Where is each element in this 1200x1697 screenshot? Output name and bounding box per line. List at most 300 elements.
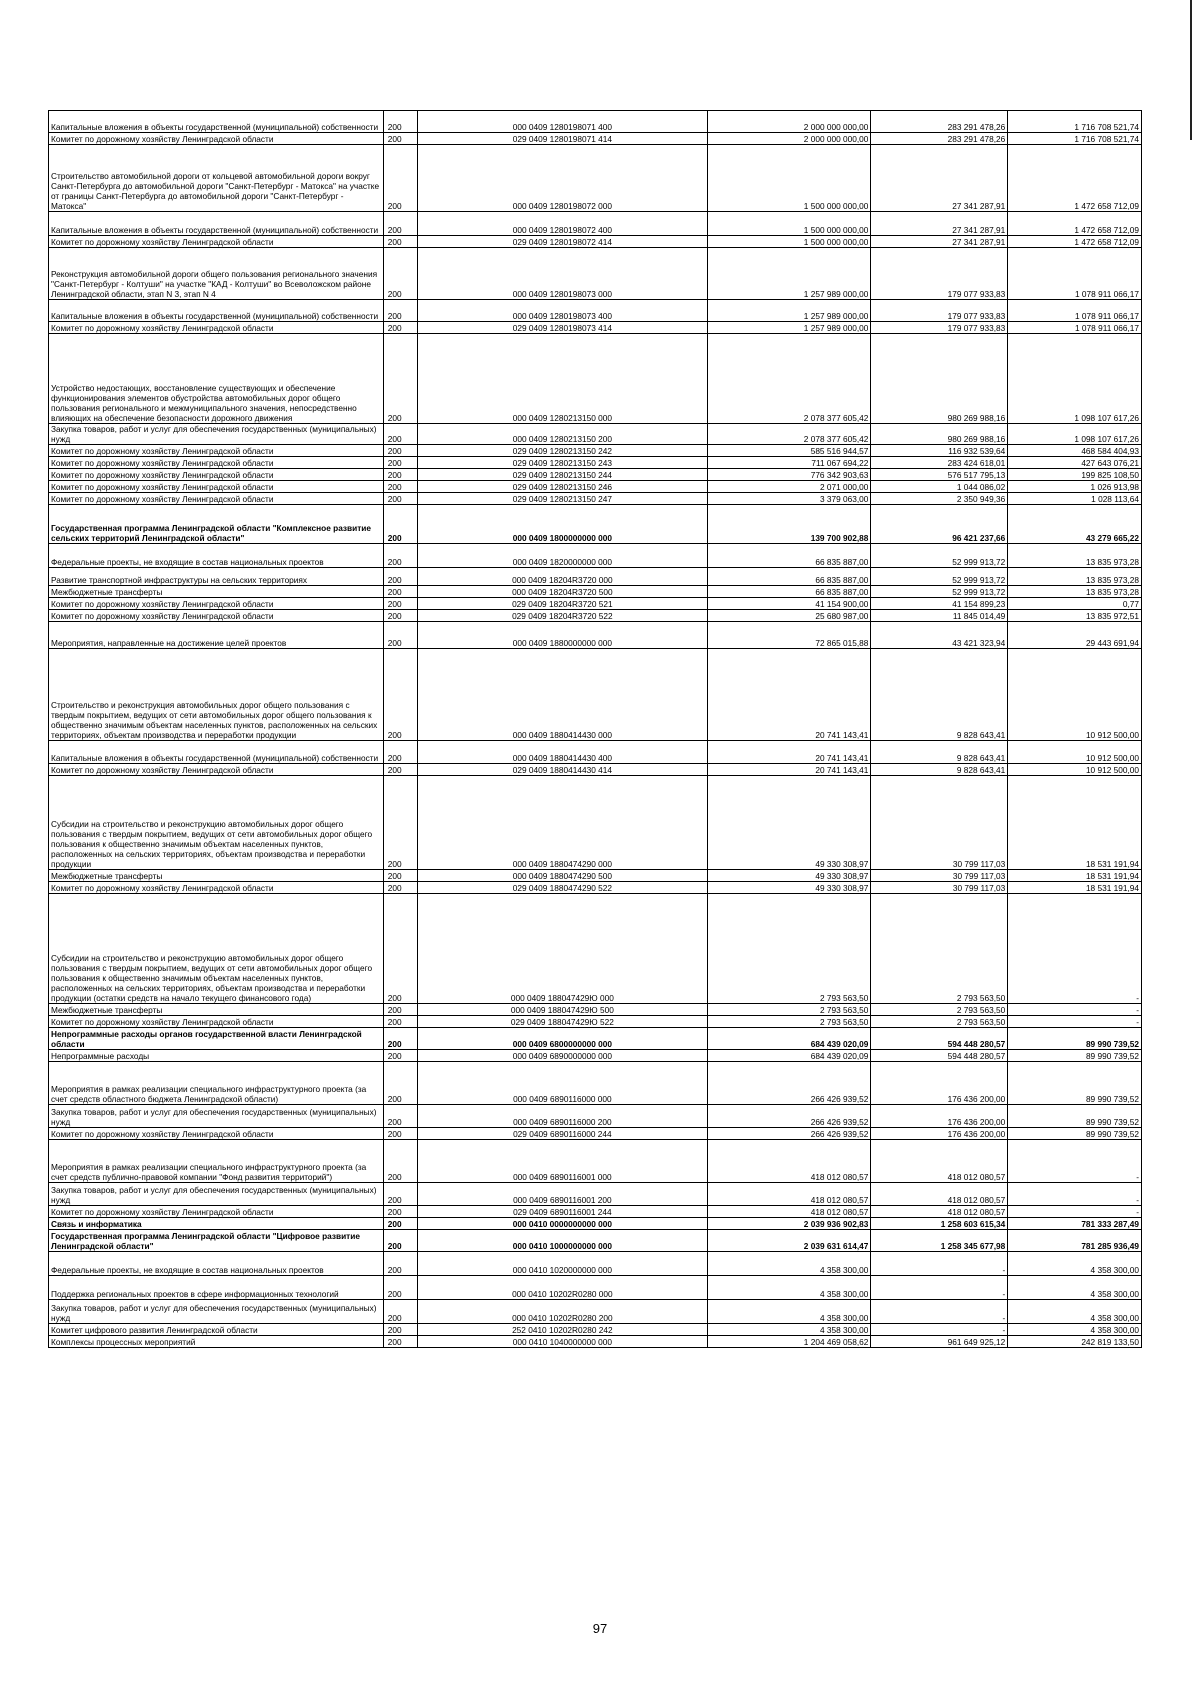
row-unexecuted-amount-cell: 13 835 973,28	[1008, 544, 1142, 568]
row-executed-amount-cell: 576 517 795,13	[871, 469, 1008, 481]
row-unexecuted-amount-cell: -	[1008, 1016, 1142, 1028]
row-name-cell: Комитет по дорожному хозяйству Ленинградской области	[49, 1206, 384, 1218]
row-unexecuted-amount-cell: 18 531 191,94	[1008, 776, 1142, 870]
table-row	[49, 544, 1142, 568]
row-line-code-cell: 200	[383, 145, 417, 212]
row-line-code-cell: 200	[383, 133, 417, 145]
row-unexecuted-amount-cell: 4 358 300,00	[1008, 1276, 1142, 1300]
budget-execution-table	[48, 110, 1142, 1348]
page-edge-rule	[1190, 0, 1192, 140]
row-line-code-cell: 200	[383, 1016, 417, 1028]
row-line-code-cell: 200	[383, 1028, 417, 1050]
row-unexecuted-amount-cell: 18 531 191,94	[1008, 882, 1142, 894]
row-name-cell: Комитет по дорожному хозяйству Ленинградской области	[49, 610, 384, 622]
row-executed-amount-cell: 9 828 643,41	[871, 764, 1008, 776]
row-classification-code-cell: 000 0410 1040000000 000	[417, 1336, 707, 1348]
row-name-cell: Межбюджетные трансферты	[49, 870, 384, 882]
row-classification-code-cell: 029 0409 1880414430 414	[417, 764, 707, 776]
row-classification-code-cell: 029 0409 1880474290 522	[417, 882, 707, 894]
row-name-cell: Государственная программа Ленинградской области "Комплексное развитие сельских территорий Ленинградской области"	[49, 505, 384, 544]
row-name-cell: Мероприятия в рамках реализации специального инфраструктурного проекта (за счет средств областного бюджета Ленинградской области)	[49, 1062, 384, 1105]
row-line-code-cell: 200	[383, 236, 417, 248]
row-approved-amount-cell: 25 680 987,00	[707, 610, 871, 622]
row-name-cell: Устройство недостающих, восстановление существующих и обеспечение функционирования элементов обустройства автомобильных дорог общего пользования регионального и межмуниципального значения, непосредственно влияющих на обеспечение безопасности дорожного движения	[49, 334, 384, 424]
row-unexecuted-amount-cell: 1 098 107 617,26	[1008, 424, 1142, 445]
row-line-code-cell: 200	[383, 1004, 417, 1016]
row-classification-code-cell: 000 0410 1020000000 000	[417, 1252, 707, 1276]
row-classification-code-cell: 029 0409 1280198072 414	[417, 236, 707, 248]
row-line-code-cell: 200	[383, 649, 417, 741]
row-line-code-cell: 200	[383, 1324, 417, 1336]
row-classification-code-cell: 000 0409 1880474290 500	[417, 870, 707, 882]
row-line-code-cell: 200	[383, 1336, 417, 1348]
row-approved-amount-cell: 266 426 939,52	[707, 1105, 871, 1128]
row-classification-code-cell: 000 0409 1280198072 000	[417, 145, 707, 212]
row-line-code-cell: 200	[383, 457, 417, 469]
row-approved-amount-cell: 1 257 989 000,00	[707, 322, 871, 334]
row-line-code-cell: 200	[383, 1062, 417, 1105]
row-executed-amount-cell: -	[871, 1276, 1008, 1300]
row-classification-code-cell: 000 0409 1280198073 000	[417, 248, 707, 300]
table-row	[49, 894, 1142, 1004]
row-name-cell: Комитет по дорожному хозяйству Ленинградской области	[49, 236, 384, 248]
row-executed-amount-cell: 30 799 117,03	[871, 882, 1008, 894]
row-classification-code-cell: 000 0409 1880414430 400	[417, 741, 707, 764]
row-executed-amount-cell: 116 932 539,64	[871, 445, 1008, 457]
row-executed-amount-cell: 418 012 080,57	[871, 1183, 1008, 1206]
row-approved-amount-cell: 418 012 080,57	[707, 1183, 871, 1206]
row-approved-amount-cell: 711 067 694,22	[707, 457, 871, 469]
row-line-code-cell: 200	[383, 870, 417, 882]
row-approved-amount-cell: 418 012 080,57	[707, 1140, 871, 1183]
row-line-code-cell: 200	[383, 544, 417, 568]
row-executed-amount-cell: 283 424 618,01	[871, 457, 1008, 469]
row-unexecuted-amount-cell: 1 078 911 066,17	[1008, 248, 1142, 300]
row-approved-amount-cell: 2 000 000 000,00	[707, 111, 871, 133]
row-name-cell: Непрограммные расходы	[49, 1050, 384, 1062]
row-classification-code-cell: 000 0410 0000000000 000	[417, 1218, 707, 1230]
row-approved-amount-cell: 4 358 300,00	[707, 1324, 871, 1336]
row-name-cell: Комитет по дорожному хозяйству Ленинградской области	[49, 481, 384, 493]
row-name-cell: Капитальные вложения в объекты государственной (муниципальной) собственности	[49, 741, 384, 764]
table-row	[49, 1140, 1142, 1183]
row-executed-amount-cell: 41 154 899,23	[871, 598, 1008, 610]
row-classification-code-cell: 000 0409 6890116000 000	[417, 1062, 707, 1105]
table-row	[49, 649, 1142, 741]
row-line-code-cell: 200	[383, 322, 417, 334]
row-unexecuted-amount-cell: 10 912 500,00	[1008, 649, 1142, 741]
row-line-code-cell: 200	[383, 1206, 417, 1218]
row-executed-amount-cell: 1 044 086,02	[871, 481, 1008, 493]
row-line-code-cell: 200	[383, 610, 417, 622]
row-approved-amount-cell: 49 330 308,97	[707, 882, 871, 894]
row-executed-amount-cell: 52 999 913,72	[871, 544, 1008, 568]
row-approved-amount-cell: 684 439 020,09	[707, 1050, 871, 1062]
row-name-cell: Комитет по дорожному хозяйству Ленинградской области	[49, 322, 384, 334]
row-line-code-cell: 200	[383, 568, 417, 586]
row-approved-amount-cell: 266 426 939,52	[707, 1128, 871, 1140]
table-row	[49, 145, 1142, 212]
row-executed-amount-cell: 27 341 287,91	[871, 236, 1008, 248]
table-row	[49, 1128, 1142, 1140]
row-classification-code-cell: 029 0409 1280198071 414	[417, 133, 707, 145]
row-executed-amount-cell: -	[871, 1300, 1008, 1324]
row-classification-code-cell: 000 0409 188047429Ю 500	[417, 1004, 707, 1016]
row-unexecuted-amount-cell: 4 358 300,00	[1008, 1324, 1142, 1336]
row-approved-amount-cell: 1 500 000 000,00	[707, 236, 871, 248]
row-classification-code-cell: 029 0409 1280213150 242	[417, 445, 707, 457]
row-unexecuted-amount-cell: -	[1008, 1183, 1142, 1206]
row-approved-amount-cell: 41 154 900,00	[707, 598, 871, 610]
row-unexecuted-amount-cell: 1 472 658 712,09	[1008, 236, 1142, 248]
row-line-code-cell: 200	[383, 334, 417, 424]
row-line-code-cell: 200	[383, 493, 417, 505]
table-row	[49, 505, 1142, 544]
row-name-cell: Комитет по дорожному хозяйству Ленинградской области	[49, 1128, 384, 1140]
page-number: 97	[592, 1621, 608, 1636]
row-unexecuted-amount-cell: 781 285 936,49	[1008, 1230, 1142, 1252]
row-approved-amount-cell: 776 342 903,63	[707, 469, 871, 481]
table-row	[49, 764, 1142, 776]
row-unexecuted-amount-cell: 1 078 911 066,17	[1008, 322, 1142, 334]
row-executed-amount-cell: 27 341 287,91	[871, 212, 1008, 236]
row-line-code-cell: 200	[383, 1050, 417, 1062]
row-executed-amount-cell: 2 793 563,50	[871, 894, 1008, 1004]
row-approved-amount-cell: 72 865 015,88	[707, 622, 871, 649]
row-unexecuted-amount-cell: 1 026 913,98	[1008, 481, 1142, 493]
row-approved-amount-cell: 1 257 989 000,00	[707, 300, 871, 322]
row-name-cell: Мероприятия, направленные на достижение целей проектов	[49, 622, 384, 649]
table-row	[49, 586, 1142, 598]
row-classification-code-cell: 000 0409 1280198073 400	[417, 300, 707, 322]
row-approved-amount-cell: 2 078 377 605,42	[707, 424, 871, 445]
row-name-cell: Субсидии на строительство и реконструкцию автомобильных дорог общего пользования с твердым покрытием, ведущих от сети автомобильных дорог общего пользования к общественно значимым объектам населенных пунктов, расположенных на сельских территориях, объектам производства и переработки продукции (остатки средств на начало текущего финансового года)	[49, 894, 384, 1004]
row-name-cell: Капитальные вложения в объекты государственной (муниципальной) собственности	[49, 212, 384, 236]
table-row	[49, 882, 1142, 894]
row-executed-amount-cell: 1 258 603 615,34	[871, 1218, 1008, 1230]
row-approved-amount-cell: 4 358 300,00	[707, 1252, 871, 1276]
row-classification-code-cell: 000 0409 1880414430 000	[417, 649, 707, 741]
row-executed-amount-cell: 52 999 913,72	[871, 586, 1008, 598]
row-approved-amount-cell: 1 257 989 000,00	[707, 248, 871, 300]
row-approved-amount-cell: 66 835 887,00	[707, 586, 871, 598]
row-unexecuted-amount-cell: 1 098 107 617,26	[1008, 334, 1142, 424]
row-executed-amount-cell: 11 845 014,49	[871, 610, 1008, 622]
row-name-cell: Комплексы процессных мероприятий	[49, 1336, 384, 1348]
row-unexecuted-amount-cell: 89 990 739,52	[1008, 1062, 1142, 1105]
table-row	[49, 300, 1142, 322]
row-approved-amount-cell: 1 500 000 000,00	[707, 145, 871, 212]
table-row	[49, 1300, 1142, 1324]
row-unexecuted-amount-cell: -	[1008, 1004, 1142, 1016]
row-unexecuted-amount-cell: 1 716 708 521,74	[1008, 111, 1142, 133]
row-line-code-cell: 200	[383, 1218, 417, 1230]
row-classification-code-cell: 000 0409 1800000000 000	[417, 505, 707, 544]
row-unexecuted-amount-cell: 1 716 708 521,74	[1008, 133, 1142, 145]
row-unexecuted-amount-cell: 427 643 076,21	[1008, 457, 1142, 469]
row-executed-amount-cell: 980 269 988,16	[871, 424, 1008, 445]
row-classification-code-cell: 000 0409 1820000000 000	[417, 544, 707, 568]
row-approved-amount-cell: 2 078 377 605,42	[707, 334, 871, 424]
row-unexecuted-amount-cell: 4 358 300,00	[1008, 1252, 1142, 1276]
row-classification-code-cell: 029 0409 1280213150 246	[417, 481, 707, 493]
row-line-code-cell: 200	[383, 882, 417, 894]
row-executed-amount-cell: 30 799 117,03	[871, 870, 1008, 882]
row-executed-amount-cell: 2 793 563,50	[871, 1004, 1008, 1016]
table-row	[49, 1183, 1142, 1206]
row-executed-amount-cell: 9 828 643,41	[871, 741, 1008, 764]
row-unexecuted-amount-cell: 1 078 911 066,17	[1008, 300, 1142, 322]
row-line-code-cell: 200	[383, 776, 417, 870]
row-classification-code-cell: 000 0409 6890116000 200	[417, 1105, 707, 1128]
row-executed-amount-cell: 594 448 280,57	[871, 1028, 1008, 1050]
table-row	[49, 776, 1142, 870]
table-row	[49, 481, 1142, 493]
row-approved-amount-cell: 2 793 563,50	[707, 1004, 871, 1016]
table-row	[49, 1004, 1142, 1016]
row-executed-amount-cell: 52 999 913,72	[871, 568, 1008, 586]
row-classification-code-cell: 000 0409 1880000000 000	[417, 622, 707, 649]
row-line-code-cell: 200	[383, 445, 417, 457]
row-classification-code-cell: 029 0409 6890116000 244	[417, 1128, 707, 1140]
row-name-cell: Строительство автомобильной дороги от кольцевой автомобильной дороги вокруг Санкт-Петербурга до автомобильной дороги "Санкт-Петербург - Матокса" на участке от границы Санкт-Петербурга до автомобильной дороги "Санкт-Петербург - Матокса"	[49, 145, 384, 212]
table-row	[49, 1206, 1142, 1218]
row-classification-code-cell: 029 0409 188047429Ю 522	[417, 1016, 707, 1028]
row-name-cell: Комитет по дорожному хозяйству Ленинградской области	[49, 133, 384, 145]
row-classification-code-cell: 029 0409 1280213150 244	[417, 469, 707, 481]
table-row	[49, 1218, 1142, 1230]
row-approved-amount-cell: 3 379 063,00	[707, 493, 871, 505]
row-name-cell: Непрограммные расходы органов государственной власти Ленинградской области	[49, 1028, 384, 1050]
row-executed-amount-cell: 961 649 925,12	[871, 1336, 1008, 1348]
row-classification-code-cell: 000 0409 18204R3720 000	[417, 568, 707, 586]
row-approved-amount-cell: 20 741 143,41	[707, 649, 871, 741]
row-classification-code-cell: 029 0409 18204R3720 522	[417, 610, 707, 622]
table-row	[49, 1016, 1142, 1028]
row-approved-amount-cell: 20 741 143,41	[707, 764, 871, 776]
row-approved-amount-cell: 2 039 631 614,47	[707, 1230, 871, 1252]
row-classification-code-cell: 000 0409 6890116001 000	[417, 1140, 707, 1183]
row-unexecuted-amount-cell: 13 835 972,51	[1008, 610, 1142, 622]
table-row	[49, 236, 1142, 248]
row-unexecuted-amount-cell: 199 825 108,50	[1008, 469, 1142, 481]
row-unexecuted-amount-cell: 1 472 658 712,09	[1008, 212, 1142, 236]
table-row	[49, 445, 1142, 457]
row-executed-amount-cell: 176 436 200,00	[871, 1105, 1008, 1128]
row-approved-amount-cell: 2 071 000,00	[707, 481, 871, 493]
row-line-code-cell: 200	[383, 1128, 417, 1140]
row-approved-amount-cell: 49 330 308,97	[707, 870, 871, 882]
row-unexecuted-amount-cell: 1 472 658 712,09	[1008, 145, 1142, 212]
row-executed-amount-cell: 9 828 643,41	[871, 649, 1008, 741]
row-name-cell: Поддержка региональных проектов в сфере информационных технологий	[49, 1276, 384, 1300]
row-unexecuted-amount-cell: -	[1008, 1140, 1142, 1183]
table-row	[49, 469, 1142, 481]
row-unexecuted-amount-cell: 10 912 500,00	[1008, 741, 1142, 764]
row-line-code-cell: 200	[383, 212, 417, 236]
row-unexecuted-amount-cell: 13 835 973,28	[1008, 568, 1142, 586]
row-classification-code-cell: 252 0410 10202R0280 242	[417, 1324, 707, 1336]
row-approved-amount-cell: 1 500 000 000,00	[707, 212, 871, 236]
table-row	[49, 870, 1142, 882]
row-classification-code-cell: 000 0409 6890116001 200	[417, 1183, 707, 1206]
row-executed-amount-cell: 594 448 280,57	[871, 1050, 1008, 1062]
table-row	[49, 1230, 1142, 1252]
row-line-code-cell: 200	[383, 505, 417, 544]
row-name-cell: Комитет по дорожному хозяйству Ленинградской области	[49, 445, 384, 457]
table-row	[49, 133, 1142, 145]
row-classification-code-cell: 000 0410 1000000000 000	[417, 1230, 707, 1252]
table-row	[49, 493, 1142, 505]
row-classification-code-cell: 000 0409 1280213150 000	[417, 334, 707, 424]
row-unexecuted-amount-cell: 89 990 739,52	[1008, 1050, 1142, 1062]
row-line-code-cell: 200	[383, 424, 417, 445]
row-classification-code-cell: 000 0409 18204R3720 500	[417, 586, 707, 598]
row-approved-amount-cell: 66 835 887,00	[707, 544, 871, 568]
row-classification-code-cell: 029 0409 6890116001 244	[417, 1206, 707, 1218]
row-approved-amount-cell: 1 204 469 058,62	[707, 1336, 871, 1348]
table-row	[49, 622, 1142, 649]
row-approved-amount-cell: 266 426 939,52	[707, 1062, 871, 1105]
row-name-cell: Капитальные вложения в объекты государственной (муниципальной) собственности	[49, 300, 384, 322]
row-unexecuted-amount-cell: 0,77	[1008, 598, 1142, 610]
row-name-cell: Комитет по дорожному хозяйству Ленинградской области	[49, 469, 384, 481]
row-approved-amount-cell: 585 516 944,57	[707, 445, 871, 457]
row-line-code-cell: 200	[383, 1230, 417, 1252]
row-name-cell: Субсидии на строительство и реконструкцию автомобильных дорог общего пользования с твердым покрытием, ведущих от сети автомобильных дорог общего пользования к общественно значимым объектам населенных пунктов, расположенных на сельских территориях, объектам производства и переработки продукции	[49, 776, 384, 870]
row-name-cell: Комитет цифрового развития Ленинградской области	[49, 1324, 384, 1336]
table-row	[49, 111, 1142, 133]
row-name-cell: Государственная программа Ленинградской области "Цифровое развитие Ленинградской области"	[49, 1230, 384, 1252]
row-name-cell: Межбюджетные трансферты	[49, 1004, 384, 1016]
row-name-cell: Развитие транспортной инфраструктуры на сельских территориях	[49, 568, 384, 586]
row-classification-code-cell: 029 0409 1280198073 414	[417, 322, 707, 334]
row-line-code-cell: 200	[383, 481, 417, 493]
row-classification-code-cell: 000 0409 6890000000 000	[417, 1050, 707, 1062]
row-executed-amount-cell: -	[871, 1252, 1008, 1276]
row-name-cell: Комитет по дорожному хозяйству Ленинградской области	[49, 457, 384, 469]
row-name-cell: Закупка товаров, работ и услуг для обеспечения государственных (муниципальных) нужд	[49, 1105, 384, 1128]
row-unexecuted-amount-cell: 89 990 739,52	[1008, 1028, 1142, 1050]
row-line-code-cell: 200	[383, 1252, 417, 1276]
row-approved-amount-cell: 684 439 020,09	[707, 1028, 871, 1050]
row-approved-amount-cell: 49 330 308,97	[707, 776, 871, 870]
row-line-code-cell: 200	[383, 741, 417, 764]
row-executed-amount-cell: 1 258 345 677,98	[871, 1230, 1008, 1252]
row-unexecuted-amount-cell: 29 443 691,94	[1008, 622, 1142, 649]
row-classification-code-cell: 000 0409 1280198071 400	[417, 111, 707, 133]
row-line-code-cell: 200	[383, 469, 417, 481]
row-line-code-cell: 200	[383, 1183, 417, 1206]
row-unexecuted-amount-cell: 89 990 739,52	[1008, 1105, 1142, 1128]
row-approved-amount-cell: 2 793 563,50	[707, 894, 871, 1004]
row-unexecuted-amount-cell: -	[1008, 894, 1142, 1004]
row-executed-amount-cell: 418 012 080,57	[871, 1206, 1008, 1218]
row-classification-code-cell: 029 0409 1280213150 247	[417, 493, 707, 505]
row-name-cell: Мероприятия в рамках реализации специального инфраструктурного проекта (за счет средств публично-правовой компании "Фонд развития территорий")	[49, 1140, 384, 1183]
row-unexecuted-amount-cell: 43 279 665,22	[1008, 505, 1142, 544]
row-executed-amount-cell: 179 077 933,83	[871, 300, 1008, 322]
row-classification-code-cell: 000 0409 1880474290 000	[417, 776, 707, 870]
table-row	[49, 212, 1142, 236]
row-approved-amount-cell: 2 793 563,50	[707, 1016, 871, 1028]
table-body	[49, 111, 1142, 1348]
row-classification-code-cell: 000 0409 1280213150 200	[417, 424, 707, 445]
row-unexecuted-amount-cell: 4 358 300,00	[1008, 1300, 1142, 1324]
row-executed-amount-cell: -	[871, 1324, 1008, 1336]
row-approved-amount-cell: 418 012 080,57	[707, 1206, 871, 1218]
row-name-cell: Комитет по дорожному хозяйству Ленинградской области	[49, 493, 384, 505]
row-line-code-cell: 200	[383, 111, 417, 133]
row-executed-amount-cell: 27 341 287,91	[871, 145, 1008, 212]
row-executed-amount-cell: 30 799 117,03	[871, 776, 1008, 870]
row-line-code-cell: 200	[383, 300, 417, 322]
row-unexecuted-amount-cell: 10 912 500,00	[1008, 764, 1142, 776]
row-line-code-cell: 200	[383, 598, 417, 610]
row-line-code-cell: 200	[383, 1300, 417, 1324]
row-name-cell: Закупка товаров, работ и услуг для обеспечения государственных (муниципальных) нужд	[49, 1183, 384, 1206]
row-name-cell: Комитет по дорожному хозяйству Ленинградской области	[49, 1016, 384, 1028]
row-name-cell: Комитет по дорожному хозяйству Ленинградской области	[49, 764, 384, 776]
table-row	[49, 424, 1142, 445]
row-executed-amount-cell: 418 012 080,57	[871, 1140, 1008, 1183]
row-approved-amount-cell: 2 000 000 000,00	[707, 133, 871, 145]
row-executed-amount-cell: 2 793 563,50	[871, 1016, 1008, 1028]
row-executed-amount-cell: 96 421 237,66	[871, 505, 1008, 544]
table-row	[49, 568, 1142, 586]
table-row	[49, 1105, 1142, 1128]
table-row	[49, 1324, 1142, 1336]
table-row	[49, 1276, 1142, 1300]
row-classification-code-cell: 029 0409 1280213150 243	[417, 457, 707, 469]
row-approved-amount-cell: 66 835 887,00	[707, 568, 871, 586]
table-row	[49, 1028, 1142, 1050]
table-row	[49, 1050, 1142, 1062]
row-executed-amount-cell: 2 350 949,36	[871, 493, 1008, 505]
row-unexecuted-amount-cell: 1 028 113,64	[1008, 493, 1142, 505]
row-classification-code-cell: 029 0409 18204R3720 521	[417, 598, 707, 610]
row-approved-amount-cell: 139 700 902,88	[707, 505, 871, 544]
row-approved-amount-cell: 4 358 300,00	[707, 1300, 871, 1324]
row-executed-amount-cell: 283 291 478,26	[871, 133, 1008, 145]
row-executed-amount-cell: 179 077 933,83	[871, 248, 1008, 300]
table-row	[49, 598, 1142, 610]
row-line-code-cell: 200	[383, 894, 417, 1004]
row-unexecuted-amount-cell: 89 990 739,52	[1008, 1128, 1142, 1140]
row-unexecuted-amount-cell: 781 333 287,49	[1008, 1218, 1142, 1230]
table-row	[49, 1062, 1142, 1105]
row-name-cell: Комитет по дорожному хозяйству Ленинградской области	[49, 882, 384, 894]
table-row	[49, 1252, 1142, 1276]
table-row	[49, 322, 1142, 334]
row-name-cell: Строительство и реконструкция автомобильных дорог общего пользования с твердым покрытием, ведущих от сети автомобильных дорог общего пользования к общественно значимым объектам населенных пунктов, расположенных на сельских территориях, объектам производства и переработки продукции	[49, 649, 384, 741]
row-line-code-cell: 200	[383, 1276, 417, 1300]
row-line-code-cell: 200	[383, 764, 417, 776]
row-executed-amount-cell: 980 269 988,16	[871, 334, 1008, 424]
row-classification-code-cell: 000 0410 10202R0280 200	[417, 1300, 707, 1324]
table-row	[49, 610, 1142, 622]
row-unexecuted-amount-cell: 18 531 191,94	[1008, 870, 1142, 882]
row-name-cell: Федеральные проекты, не входящие в состав национальных проектов	[49, 1252, 384, 1276]
table-row	[49, 248, 1142, 300]
row-unexecuted-amount-cell: 242 819 133,50	[1008, 1336, 1142, 1348]
row-name-cell: Реконструкция автомобильной дороги общего пользования регионального значения "Санкт-Петербург - Колтуши" на участке "КАД - Колтуши" во Всеволожском районе Ленинградской области, этап N 3, этап N 4	[49, 248, 384, 300]
row-classification-code-cell: 000 0409 6800000000 000	[417, 1028, 707, 1050]
table-row	[49, 457, 1142, 469]
row-approved-amount-cell: 20 741 143,41	[707, 741, 871, 764]
row-executed-amount-cell: 283 291 478,26	[871, 111, 1008, 133]
row-name-cell: Капитальные вложения в объекты государственной (муниципальной) собственности	[49, 111, 384, 133]
